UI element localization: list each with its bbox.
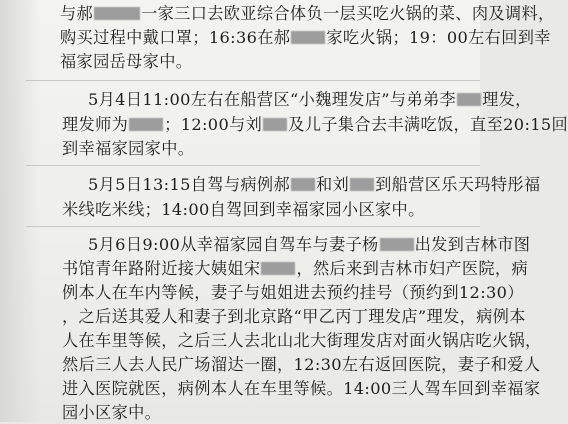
text-line: 到幸福家园家中。 <box>62 139 195 158</box>
text-line: 人在车里等候，之后三人去北山北大街理发店对面火锅店吃火锅， <box>62 331 542 350</box>
redaction-mark <box>263 118 287 131</box>
redaction-mark <box>380 238 414 251</box>
redaction-mark <box>291 178 315 191</box>
text-line: 与郝 一家三口去欧亚综合体负一层买吃火锅的菜、肉及调料， <box>60 4 555 23</box>
redaction-mark <box>457 93 481 106</box>
text-line: 然后三人去人民广场溜达一圈，12:30左右返回医院，妻子和爱人 <box>62 355 541 374</box>
text-line: 米线吃米线；14:00自驾回到幸福家园小区家中。 <box>62 200 425 219</box>
text-line: 5月4日11:00左右在船营区“小魏理发店”与弟弟李 理发， <box>88 90 532 109</box>
text-line: 例本人在车内等候，妻子与姐姐进去预约挂号（预约到12:30） <box>62 283 524 302</box>
text-line: 5月5日13:15自驾与病例郝 和刘 到船营区乐天玛特彤福 <box>88 175 541 194</box>
redaction-mark <box>291 31 325 44</box>
text-line: 园小区家中。 <box>62 403 162 422</box>
text-line: 书馆青年路附近接大姨姐宋 ，然后来到吉林市妇产医院，病 <box>62 259 528 278</box>
text-line: 福家园岳母家中。 <box>60 52 193 71</box>
row-divider <box>26 165 480 166</box>
redaction-mark <box>350 178 374 191</box>
redaction-mark <box>94 7 140 20</box>
text-line: 理发师为 ；12:00与刘 及儿子集合去丰满吃饭，直至20:15回 <box>62 115 568 134</box>
redaction-mark <box>129 118 163 131</box>
redaction-mark <box>261 262 295 275</box>
page-edge-shadow <box>0 0 40 422</box>
text-line: 购买过程中戴口罩；16:36在郝 家吃火锅；19：00左右回到幸 <box>60 28 551 47</box>
text-line: 进入医院就医，病例本人在车里等候。14:00三人驾车回到幸福家 <box>62 379 541 398</box>
row-divider <box>26 226 480 227</box>
text-line: ，之后送其爱人和妻子到北京路“甲乙丙丁理发店”理发，病例本 <box>62 307 526 326</box>
text-line: 5月6日9:00从幸福家园自驾车与妻子杨 出发到吉林市图 <box>88 235 531 254</box>
row-divider <box>26 80 480 81</box>
